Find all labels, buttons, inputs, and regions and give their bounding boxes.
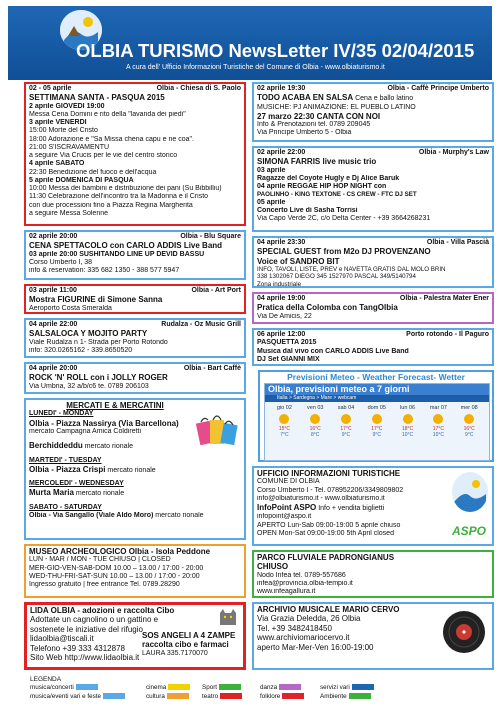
day-name: ven 03: [306, 405, 324, 411]
mercati-title: MERCATI E & MERCATINI: [66, 401, 164, 410]
lida-phone: Telefono +39 333 4312878: [30, 643, 125, 653]
weather-forecast-box: [258, 370, 494, 462]
event-line: Aeroporto Costa Smeralda: [29, 304, 112, 312]
event-line: PAOLINHO - KING TEXTONE - CS CREW - FTC DJ SET: [257, 191, 417, 199]
event-line: info: 320.0265162 - 339.8650520: [29, 346, 133, 354]
weather-title: Previsioni Meteo - Weather Forecast- Wetter: [287, 372, 465, 382]
event-line: Concerto Live di Sasha Torrisi: [257, 207, 358, 214]
legend-item: [30, 693, 125, 700]
event-date: 04 aprile 20:00: [29, 365, 78, 372]
day-name: mar 07: [429, 405, 447, 411]
market-desc: mercato rionale: [107, 466, 156, 474]
event-line: 15:00 Morte del Cristo: [29, 127, 98, 135]
infopoint-title: InfoPoint ASPO: [257, 503, 317, 513]
event-line: Via Capo Verde 2C, c/o Delta Center - +39 3664268231: [257, 215, 431, 223]
event-murphys-law: [252, 146, 494, 232]
event-line: 21:00 S'ISCRAVAMENTU: [29, 143, 110, 151]
market-desc: mercato rionale: [84, 443, 133, 451]
olbia-turismo-logo: [452, 472, 488, 512]
legend-swatch: [168, 684, 190, 690]
legend-swatch: [103, 693, 125, 699]
event-blu-square: [24, 230, 246, 280]
legend-item: [260, 684, 301, 691]
event-todo-acaba: [252, 82, 494, 142]
legend-item: [30, 684, 98, 691]
event-line: 03 aprile 20:00 SUSHITANDO LINE UP DEVID BASSU: [29, 250, 205, 258]
market-place: Murta Maria: [29, 488, 74, 498]
weather-day: [361, 405, 392, 438]
lida-title: LIDA OLBIA - adozioni e raccolta Cibo: [30, 606, 175, 615]
event-line: 338 1302067 DIEGO 345 1527970 PASCAL 349/5140794: [257, 273, 416, 281]
event-line: a seguire Messa Solenne: [29, 209, 108, 217]
event-title: Mostra FIGURINE di Simone Sanna: [29, 295, 163, 305]
museo-line: WED-THU-FRI-SAT-SUN 10.00 – 13.00 / 17:00 - 20:00: [29, 572, 200, 580]
min-temp: 10°C: [402, 432, 414, 438]
legend-item: [202, 693, 242, 700]
day-name: gio 02: [276, 405, 292, 411]
market-place: Olbia - Piazza Crispi: [29, 464, 106, 474]
event-line: 27 marzo 22:30 CANTA CON NOI: [257, 111, 381, 121]
newsletter-subtitle: A cura dell' Ufficio Informazioni Turistiche del Comune di Olbia - www.olbiaturismo.it: [126, 64, 385, 71]
sos-subtitle: raccolta cibo e farmaci: [142, 640, 229, 650]
weather-day: [454, 405, 485, 438]
parco-website-link[interactable]: www.infeagallura.it: [257, 588, 316, 596]
event-line: 22:30 Benedizione del fuoco e dell'acqua: [29, 168, 157, 176]
event-place: Olbia - Murphy's Law: [418, 149, 489, 156]
event-title: Pratica della Colomba con TangOlbia: [257, 303, 398, 313]
lida-olbia-box: [24, 602, 246, 670]
weather-widget-nav[interactable]: Italia > Sardegna > Mare > webcam: [265, 395, 489, 402]
legend-item: [260, 693, 304, 700]
sos-contact: LAURA 335.7170070: [142, 649, 208, 657]
event-salsaloca: [24, 318, 246, 358]
max-temp: 16°C: [463, 426, 475, 432]
event-date: 02 aprile 20:00: [29, 233, 78, 240]
event-place: Olbia - Blu Square: [180, 233, 241, 240]
legend-label: danza: [260, 684, 278, 691]
event-date: 04 aprile 23:30: [257, 239, 306, 246]
max-temp: 17°C: [432, 426, 444, 432]
legend-label: Sport: [202, 684, 218, 691]
sun-icon: [341, 414, 351, 424]
event-line: 03 aprile: [257, 166, 286, 174]
ufficio-line: OPEN Mon-Sat 09:00-19:00 5th April closed: [257, 529, 394, 537]
event-line: 5 aprile DOMENICA DI PASQUA: [29, 176, 134, 184]
legend-swatch: [219, 684, 241, 690]
ufficio-line: Corso Umberto I - Tel. 078952206/3349809802: [257, 486, 404, 494]
lida-line: Adottate un cagnolino o un gattino e: [30, 615, 159, 625]
event-line: 18:00 Adorazione e "Sa Missa chena capu e ne coa".: [29, 135, 194, 143]
legend-item: [320, 684, 374, 691]
market-desc: mercato rionale: [75, 490, 125, 498]
archivio-website-link[interactable]: www.archiviomariocervo.it: [257, 633, 350, 643]
sun-icon: [433, 414, 443, 424]
archivio-line: Tel. +39 3482418450: [257, 623, 332, 633]
parco-title: PARCO FLUVIALE PADRONGIANUS: [257, 553, 395, 562]
market-place: Olbia - Via Sangallo (Viale Aldo Moro): [29, 511, 154, 519]
legend-item: [320, 693, 371, 700]
event-line: 4 aprile SABATO: [29, 160, 85, 168]
event-line: Corso Umberto I, 38: [29, 258, 93, 266]
min-temp: 8°C: [310, 432, 320, 438]
event-date: 03 aprile 11:00: [29, 287, 77, 294]
event-tangolbia: [252, 292, 494, 324]
legend-swatch: [349, 693, 371, 699]
sun-icon: [310, 414, 320, 424]
event-date: 02 - 05 aprile: [29, 85, 72, 92]
lida-website-link[interactable]: Sito Web http://www.lidaolbia.it: [30, 653, 140, 663]
min-temp: 9°C: [464, 432, 474, 438]
event-place: Olbia - Chiesa di S. Paolo: [156, 85, 241, 92]
day-name: sab 04: [337, 405, 355, 411]
legend-swatch: [282, 693, 304, 699]
parco-status: CHIUSO: [257, 562, 289, 572]
event-title: CENA SPETTACOLO con CARLO ADDIS Live Band: [29, 241, 223, 251]
museo-archeologico-box: [24, 544, 246, 598]
event-line: Via Principe Umberto 5 - Olbia: [257, 129, 352, 137]
museo-line: LUN - MAR / MON - TUE CHIUSO | CLOSED: [29, 556, 171, 564]
event-title: ROCK 'N' ROLL con i JOLLY ROGER: [29, 373, 168, 383]
weather-day: [331, 405, 362, 438]
event-line: 3 aprile VENERDÌ: [29, 119, 87, 127]
ufficio-line: APERTO Lun-Sab 09:00-19:00 5 aprile chiuso: [257, 521, 401, 529]
event-line: Zona industriale: [257, 280, 302, 288]
mercati-box: [24, 398, 246, 540]
legend-swatch: [352, 684, 374, 690]
legend: [24, 676, 484, 704]
event-line: 11:30 Celebrazione dell'incontro tra la Madonna e il Cristo: [29, 193, 209, 201]
day-name: lun 06: [400, 405, 416, 411]
archivio-line: aperto Mar-Mer-Ven 16:00-19:00: [257, 642, 374, 652]
event-title: SETTIMANA SANTA - PASQUA 2015: [29, 93, 165, 103]
event-place: Olbia - Bart Caffè: [183, 365, 241, 372]
infopoint-tail: Info + vendita biglietti: [316, 505, 385, 513]
sun-icon: [464, 414, 474, 424]
legend-item: [146, 693, 189, 700]
market-day: SABATO - SATURDAY: [29, 503, 102, 511]
event-line: Messa Cena Domini e rito della "lavanda dei piedi": [29, 110, 186, 118]
aspo-logo: ASPO: [451, 524, 486, 538]
event-line: Viale Rudalza n 1- Strada per Porto Rotondo: [29, 338, 168, 346]
min-temp: 9°C: [372, 432, 381, 438]
event-title: PASQUETTA 2015: [257, 339, 317, 347]
event-line: con due processioni fino a Piazza Regina Margherita: [29, 201, 193, 209]
event-place: Rudalza - Oz Music Grill: [161, 321, 241, 328]
max-temp: 18°C: [402, 426, 414, 432]
day-name: mer 08: [460, 405, 478, 411]
event-title: SPECIAL GUEST from M2o DJ PROVENZANO: [257, 247, 431, 257]
legend-label: folklore: [260, 693, 281, 700]
event-jolly-roger: [24, 362, 246, 394]
header-banner: [8, 6, 492, 80]
event-villa-pascia: [252, 236, 494, 288]
event-line: Ragazze del Coyote Hugly e Dj Alice Baruk: [257, 174, 400, 182]
legend-label: teatro: [202, 693, 219, 700]
max-temp: 17°C: [371, 426, 383, 432]
event-line: info & reservation: 335 682 1350 - 388 577 5947: [29, 267, 180, 275]
archivio-line: Via Grazia Deledda, 26 Olbia: [257, 614, 361, 624]
weather-widget-header: Olbia, previsioni meteo a 7 giorni: [265, 384, 489, 395]
legend-label: musica/concerti: [30, 684, 74, 691]
archivio-title: ARCHIVIO MUSICALE MARIO CERVO: [257, 605, 400, 614]
sun-icon: [403, 414, 413, 424]
museo-title: MUSEO ARCHEOLOGICO Olbia - Isola Peddone: [29, 547, 211, 556]
legend-swatch: [279, 684, 301, 690]
legend-label: servizi vari: [320, 684, 350, 691]
event-line: a seguire Via Crucis per le vie del centro storico: [29, 152, 178, 160]
market-day: LUNEDI' - MONDAY: [29, 410, 94, 418]
event-line: Via Umbria, 32 a/b/c6 te. 0789 206103: [29, 382, 149, 390]
shopping-bags-icon: [196, 410, 240, 450]
max-temp: 16°C: [309, 426, 321, 432]
parco-email-link[interactable]: infea@provincia.olbia-tempio.it: [257, 580, 353, 588]
max-temp: 17°C: [340, 426, 352, 432]
legend-label: Ambiente: [320, 693, 347, 700]
event-date: 02 aprile 22:00: [257, 149, 306, 156]
parco-fluviale-box: [252, 550, 494, 598]
event-line: 2 aprile GIOVEDÌ 19:00: [29, 102, 105, 110]
ufficio-title: UFFICIO INFORMAZIONI TURISTICHE: [257, 469, 401, 478]
event-place: Olbia - Villa Pascià: [426, 239, 489, 246]
museo-line: MER-GIO-VEN-SAB-DOM 10.00 – 13.00 / 17:00 - 20:00: [29, 564, 204, 572]
museo-line: Ingresso gratuito | free entrance Tel. 0789.28290: [29, 581, 180, 589]
market-place: Olbia - Piazza Nassirya (Via Barcellona): [29, 418, 179, 428]
event-title2: Voice of SANDRO BIT: [257, 256, 340, 266]
event-place: Olbia - Palestra Mater Ener: [399, 295, 489, 302]
event-line: Musica dal vivo con CARLO ADDIS Live Band: [257, 347, 409, 355]
event-line: INFO, TAVOLI, LISTE, PREV e NAVETTA GRATIS DAL MOLO BRIN: [257, 266, 446, 274]
event-title: SALSALOCA Y MOJITO PARTY: [29, 329, 148, 339]
legend-swatch: [220, 693, 242, 699]
legend-swatch: [76, 684, 98, 690]
lida-email-link[interactable]: lidaolbia@tiscali.it: [30, 634, 94, 644]
legend-label: cultura: [146, 693, 165, 700]
event-line: 04 aprile REGGAE HIP HOP NIGHT con: [257, 183, 387, 191]
legend-swatch: [167, 693, 189, 699]
weather-days: [269, 405, 485, 438]
event-line: DJ Set GIANNI MIX: [257, 355, 320, 363]
market-desc: mercato Campagna Amica Coldiretti: [29, 428, 142, 436]
weather-day: [300, 405, 331, 438]
cat-icon: [217, 607, 239, 627]
sun-icon: [279, 414, 289, 424]
event-title: SIMONA FARRIS live music trio: [257, 157, 377, 167]
legend-label: musica/eventi vari e feste: [30, 693, 102, 700]
min-temp: 9°C: [341, 432, 351, 438]
market-day: MERCOLEDI' - WEDNESDAY: [29, 480, 124, 488]
event-line: 10:00 Messa dei bambini e distribuzione dei pani (Su Bibbilliu): [29, 185, 222, 193]
lida-line: sostenete le iniziative del rifugio: [30, 624, 143, 634]
market-desc: mercato rionale: [155, 511, 204, 519]
newsletter-title: OLBIA TURISMO NewsLetter IV/35 02/04/2015: [76, 40, 475, 61]
weather-day: [423, 405, 454, 438]
weather-day: [269, 405, 300, 438]
event-line: 05 aprile: [257, 198, 286, 206]
parco-line: Nodo Infea tel. 0789-557686: [257, 571, 346, 579]
event-date: 06 aprile 12:00: [257, 331, 306, 338]
event-title: TODO ACABA EN SALSA: [257, 93, 354, 103]
legend-label: cinema: [146, 684, 167, 691]
vinyl-record-icon: [442, 610, 486, 654]
legend-item: [202, 684, 241, 691]
sos-title: SOS ANGELI A 4 ZAMPE: [142, 631, 236, 640]
event-line: Via De Amicis, 22: [257, 312, 312, 320]
legend-item: [146, 684, 190, 691]
ufficio-line: infopoint@aspo.it: [257, 513, 312, 521]
event-date: 02 aprile 19:30: [257, 85, 306, 92]
weather-day: [392, 405, 423, 438]
min-temp: 7°C: [280, 432, 289, 438]
event-line: MUSICHE: PJ ANIMAZIONE: EL PUEBLO LATINO: [257, 103, 416, 111]
event-date: 04 aprile 19:00: [257, 295, 306, 302]
event-title-tail: Cena e ballo latino: [355, 95, 414, 103]
ufficio-informazioni-box: [252, 466, 494, 546]
ufficio-line: COMUNE DI OLBIA: [257, 478, 320, 486]
event-date: 04 aprile 22:00: [29, 321, 78, 328]
max-temp: 15°C: [278, 426, 290, 432]
min-temp: 10°C: [432, 432, 444, 438]
market-day: MARTEDI' - TUESDAY: [29, 456, 102, 464]
event-pasquetta: [252, 328, 494, 366]
event-place: Porto rotondo - Il Paguro: [406, 331, 489, 338]
sos-angeli-note: [142, 631, 240, 658]
market-place: Berchiddeddu: [29, 441, 83, 451]
archivio-musicale-box: [252, 602, 494, 670]
legend-title: LEGENDA: [30, 676, 62, 683]
ufficio-line: info@olbiaturismo.it - www.olbiaturismo.it: [257, 494, 385, 502]
sun-icon: [372, 414, 382, 424]
event-place: Olbia - Art Port: [191, 287, 241, 294]
weather-widget[interactable]: [264, 383, 490, 461]
event-figurine: [24, 284, 246, 314]
event-settimana-santa: [24, 82, 246, 226]
event-line: Info & Prenotazioni tel. 0789 209045: [257, 121, 371, 129]
event-place: Olbia - Caffè Principe Umberto: [387, 85, 489, 92]
day-name: dom 05: [367, 405, 386, 411]
